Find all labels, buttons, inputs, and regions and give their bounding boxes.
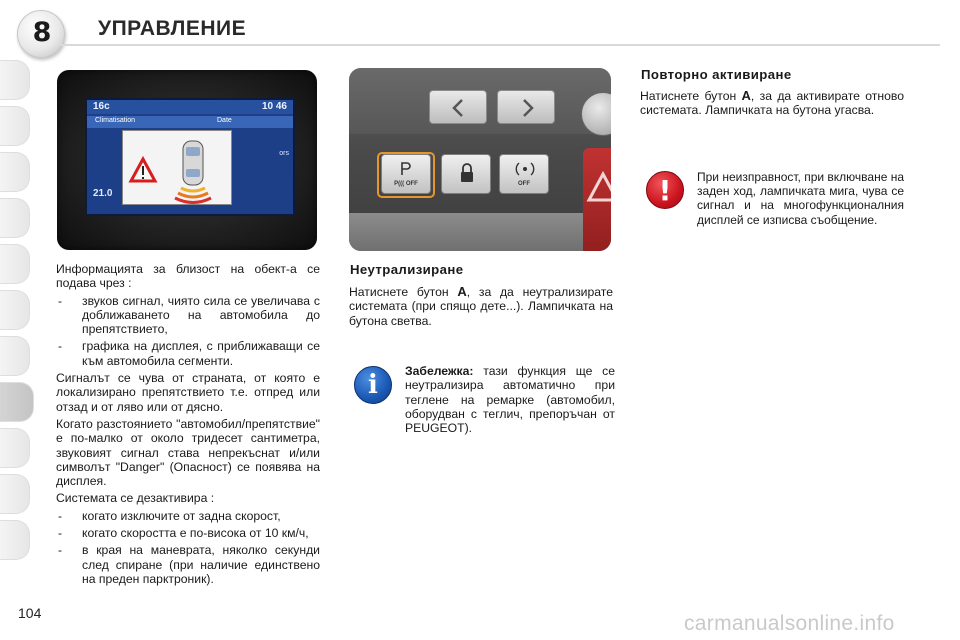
display-menu-left: Climatisation [95,117,136,124]
alarm-off-label: OFF [518,181,530,187]
reactivate-text-end: , за да активирате отново системата. Лампичката на бутона угасва. [640,89,904,118]
chapter-tab[interactable] [0,198,30,238]
sensor-info-column [56,262,320,589]
note-text [405,364,615,435]
list-item: - звуков сигнал, чиято сила се увеличава с доближаването на автомобила до препятствието, [58,293,320,337]
list-item: - графика на дисплея, с приближаващи се към автомобила сегменти. [58,339,320,368]
chapter-tab-active[interactable] [0,382,34,422]
list-item-text: когато скоростта е по-висока от 10 км/ч, [82,526,309,541]
watermark: carmanualsonline.info [684,612,895,635]
park-sensor-off-label: P((( OFF [394,181,418,187]
paragraph: Когато разстоянието "автомобил/препятствие" е по-малко от около тридесет сантиметра, звуковият сигнал става непрекъснат и/или символът "Danger" (Опасност) се появява на дисплея. [56,416,320,489]
panel-lower [349,213,611,251]
parking-sensor-graphic-icon [123,131,233,206]
chapter-badge [17,10,65,58]
display-temperature: 16c [93,101,110,112]
button-a-highlight [377,152,435,198]
reactivate-heading: Повторно активиране [641,67,792,82]
reactivate-text [640,89,904,118]
header-divider [60,44,940,46]
display-time: 10 46 [261,101,287,112]
chapter-tab[interactable] [0,152,30,192]
hazard-button [583,148,611,251]
button-a-label: A [457,284,467,299]
chapter-tab-rail [0,60,30,580]
alarm-waves-icon [500,155,550,181]
warning-text: При неизправност, при включване на заден ход, лампичката мига, чува се сигнал и на многофункционалния дисплей се изписва съобщение. [697,170,905,227]
list-item: - в края на маневрата, няколко секунди след спиране (при наличие единствено на преден парктроник). [58,543,320,586]
chapter-tab[interactable] [0,106,30,146]
list-item: - когато скоростта е по-висока от 10 км/ч, [58,526,309,541]
chapter-tab[interactable] [0,336,30,376]
chapter-tab[interactable] [0,474,30,514]
neutralize-text-start: Натиснете бутон [349,285,458,299]
chapter-tab[interactable] [0,428,30,468]
list-item-text: графика на дисплея, с приближаващи се към автомобила сегменти. [82,339,320,368]
alarm-off-button [499,154,549,194]
parking-sensor-popup [122,130,232,205]
page-number: 104 [18,605,42,621]
chapter-tab[interactable] [0,290,30,330]
info-icon: i [354,366,392,404]
chapter-tab[interactable] [0,520,30,560]
button-a-label: A [741,88,751,103]
chevron-left-icon [430,91,488,125]
neutralize-text [349,285,613,328]
list-item-text: звуков сигнал, чиято сила се увеличава с доближаването на автомобила до препятствието, [82,293,320,337]
central-lock-button [441,154,491,194]
page-title: УПРАВЛЕНИЕ [98,17,247,40]
neutralize-heading: Неутрализиране [350,262,464,277]
intro-text: Информацията за близост на обект-а се подава чрез : [56,262,320,291]
chapter-tab[interactable] [0,244,30,284]
display-side-left: 21.0 [93,188,113,199]
warning-icon: ! [646,171,684,209]
neutralize-text-end: , за да неутрализирате системата (при спящо дете...). Лампичката на бутона светва. [349,285,613,328]
paragraph: Сигналът се чува от страната, от която е локализирано препятствието т.е. отпред или отзад и от ляво или от дясно. [56,371,320,414]
arrow-left-button [429,90,487,124]
arrow-right-button [497,90,555,124]
chapter-tab[interactable] [0,60,30,100]
paragraph: Системата се дезактивира : [56,491,215,506]
reactivate-text-start: Натиснете бутон [640,89,742,103]
display-menu-right: Date [217,117,232,124]
note-body: тази функция ще се неутрализира автоматично при теглене на ремарке (автомобил, оборудван с теглич, препоръчан от PEUGEOT). [405,364,615,436]
display-screen [85,98,295,216]
list-item-text: когато изключите от задна скорост, [82,508,281,523]
dashboard-buttons-photo [349,68,611,251]
lock-icon [442,155,492,195]
multifunction-display-photo [57,70,317,250]
list-item-text: в края на маневрата, няколко секунди след спиране (при наличие единствено на преден парктроник). [82,543,320,586]
list-item: - когато изключите от задна скорост, [58,508,281,523]
display-side-right: ors [279,150,289,157]
note-label: Забележка: [405,364,474,378]
hazard-triangle-icon [583,148,611,251]
chapter-number: 8 [32,17,52,48]
chevron-right-icon [498,91,556,125]
